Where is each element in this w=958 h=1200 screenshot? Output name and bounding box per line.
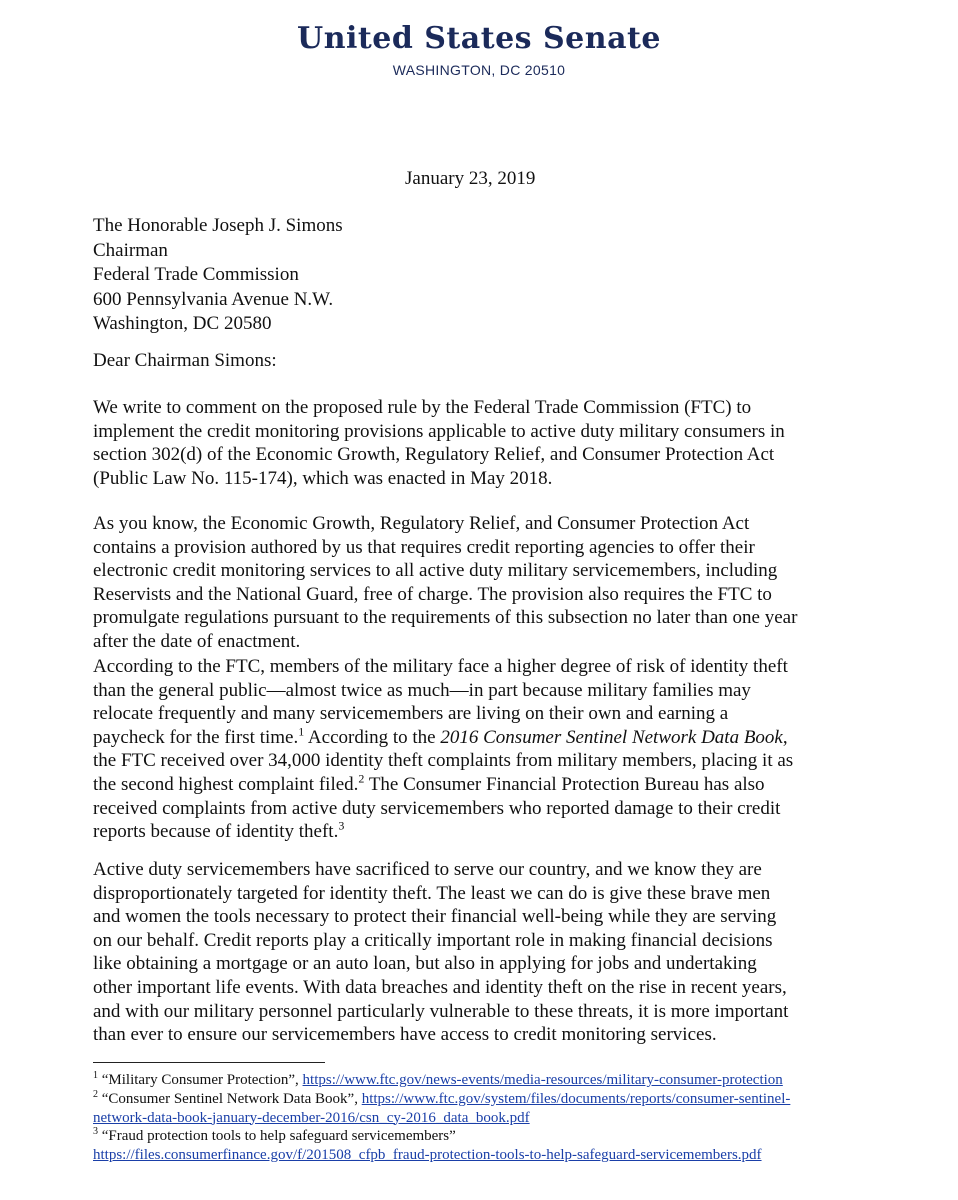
footnote-ref-1[interactable]: 1 [298, 724, 305, 739]
addressee-city: Washington, DC 20580 [93, 313, 272, 334]
paragraph-line: like obtaining a mortgage or an auto loan, but also in applying for jobs and undertaking [93, 953, 757, 975]
paragraph-line: and women the tools necessary to protect their financial well-being while they are serving [93, 906, 777, 928]
paragraph-line: on our behalf. Credit reports play a critically important role in making financial decisions [93, 929, 773, 951]
paragraph-line: contains a provision authored by us that requires credit reporting agencies to offer their [93, 536, 755, 558]
footnote-ref-2[interactable]: 2 [358, 771, 365, 786]
addressee-organization: Federal Trade Commission [93, 264, 299, 285]
paragraph-line: the FTC received over 34,000 identity theft complaints from military members, placing it as [93, 750, 794, 772]
text-segment: According to the [304, 726, 441, 748]
addressee-street: 600 Pennsylvania Avenue N.W. [93, 288, 334, 310]
paragraph-line: relocate frequently and many servicemembers are living on their own and earning a [93, 703, 729, 725]
paragraph-line: As you know, the Economic Growth, Regulatory Relief, and Consumer Protection Act [93, 513, 750, 534]
text-segment: The Consumer Financial Protection Bureau has also [364, 773, 765, 795]
letterhead [0, 22, 958, 78]
paragraph-line: after the date of enactment. [93, 630, 301, 652]
paragraph-line: than ever to ensure our servicemembers have access to credit monitoring services. [93, 1024, 717, 1046]
paragraph-line [93, 773, 873, 797]
footnote-2-continued [93, 1109, 893, 1128]
footnote-number: 1 [93, 1070, 98, 1081]
footnote-text: “Military Consumer Protection”, [98, 1072, 303, 1088]
footnote-text: “Consumer Sentinel Network Data Book”, [98, 1090, 362, 1107]
paragraph-line: Active duty servicemembers have sacrificed to serve our country, and we know they are [93, 859, 762, 880]
paragraph-line: (Public Law No. 115-174), which was enacted in May 2018. [93, 467, 553, 489]
paragraph-line: than the general public—almost twice as much—in part because military families may [93, 679, 751, 701]
text-segment: , [782, 726, 788, 748]
paragraph-4 [93, 858, 873, 1047]
text-segment: paycheck for the first time. [93, 726, 299, 748]
addressee-title: Chairman [93, 239, 168, 261]
footnote-link[interactable]: https://www.ftc.gov/system/files/documents/reports/consumer-sentinel- [361, 1090, 791, 1107]
footnotes [93, 1071, 893, 1165]
paragraph-line: According to the FTC, members of the military face a higher degree of risk of identity theft [93, 656, 788, 677]
paragraph-line [93, 726, 873, 750]
footnote-3 [93, 1127, 893, 1146]
addressee-block [93, 214, 343, 337]
letter-date: January 23, 2019 [405, 168, 536, 189]
footnote-number: 2 [93, 1088, 98, 1100]
footnote-1 [93, 1071, 893, 1090]
data-book-title: 2016 Consumer Sentinel Network Data Book [440, 726, 783, 748]
letterhead-org: United States Senate [297, 21, 661, 56]
paragraph-2 [93, 512, 873, 654]
footnote-divider [93, 1062, 325, 1063]
paragraph-line [93, 820, 873, 844]
footnote-3-link-line [93, 1146, 893, 1165]
paragraph-3 [93, 655, 873, 844]
paragraph-line: implement the credit monitoring provisions applicable to active duty military consumers in [93, 420, 785, 442]
footnote-link[interactable]: https://www.ftc.gov/news-events/media-resources/military-consumer-protection [302, 1072, 783, 1088]
paragraph-1 [93, 396, 873, 490]
salutation: Dear Chairman Simons: [93, 350, 277, 371]
addressee-name: The Honorable Joseph J. Simons [93, 215, 343, 236]
paragraph-line: received complaints from active duty servicemembers who reported damage to their credit [93, 797, 781, 819]
paragraph-line: We write to comment on the proposed rule by the Federal Trade Commission (FTC) to [93, 397, 752, 418]
footnote-link[interactable]: network-data-book-january-december-2016/csn_cy-2016_data_book.pdf [93, 1109, 530, 1126]
paragraph-line: electronic credit monitoring services to all active duty military servicemembers, including [93, 560, 778, 582]
paragraph-line: and with our military personnel particularly vulnerable to these threats, it is more important [93, 1000, 789, 1022]
text-segment: reports because of identity theft. [93, 821, 339, 843]
footnote-text: “Fraud protection tools to help safeguard servicemembers” [98, 1128, 456, 1145]
paragraph-line: promulgate regulations pursuant to the requirements of this subsection no later than one year [93, 607, 798, 629]
paragraph-line: other important life events. With data breaches and identity theft on the rise in recent years, [93, 976, 787, 998]
paragraph-line: Reservists and the National Guard, free of charge. The provision also requires the FTC to [93, 583, 772, 605]
footnote-2 [93, 1090, 893, 1109]
letterhead-address: WASHINGTON, DC 20510 [392, 62, 566, 78]
footnote-link[interactable]: https://files.consumerfinance.gov/f/201508_cfpb_fraud-protection-tools-to-help-safeguard-servicemembers.pdf [93, 1147, 762, 1164]
text-segment: the second highest complaint filed. [93, 773, 359, 795]
footnote-number: 3 [93, 1126, 98, 1138]
footnote-ref-3[interactable]: 3 [338, 818, 345, 833]
paragraph-line: section 302(d) of the Economic Growth, Regulatory Relief, and Consumer Protection Act [93, 444, 775, 466]
paragraph-line: disproportionately targeted for identity theft. The least we can do is give these brave men [93, 882, 771, 904]
